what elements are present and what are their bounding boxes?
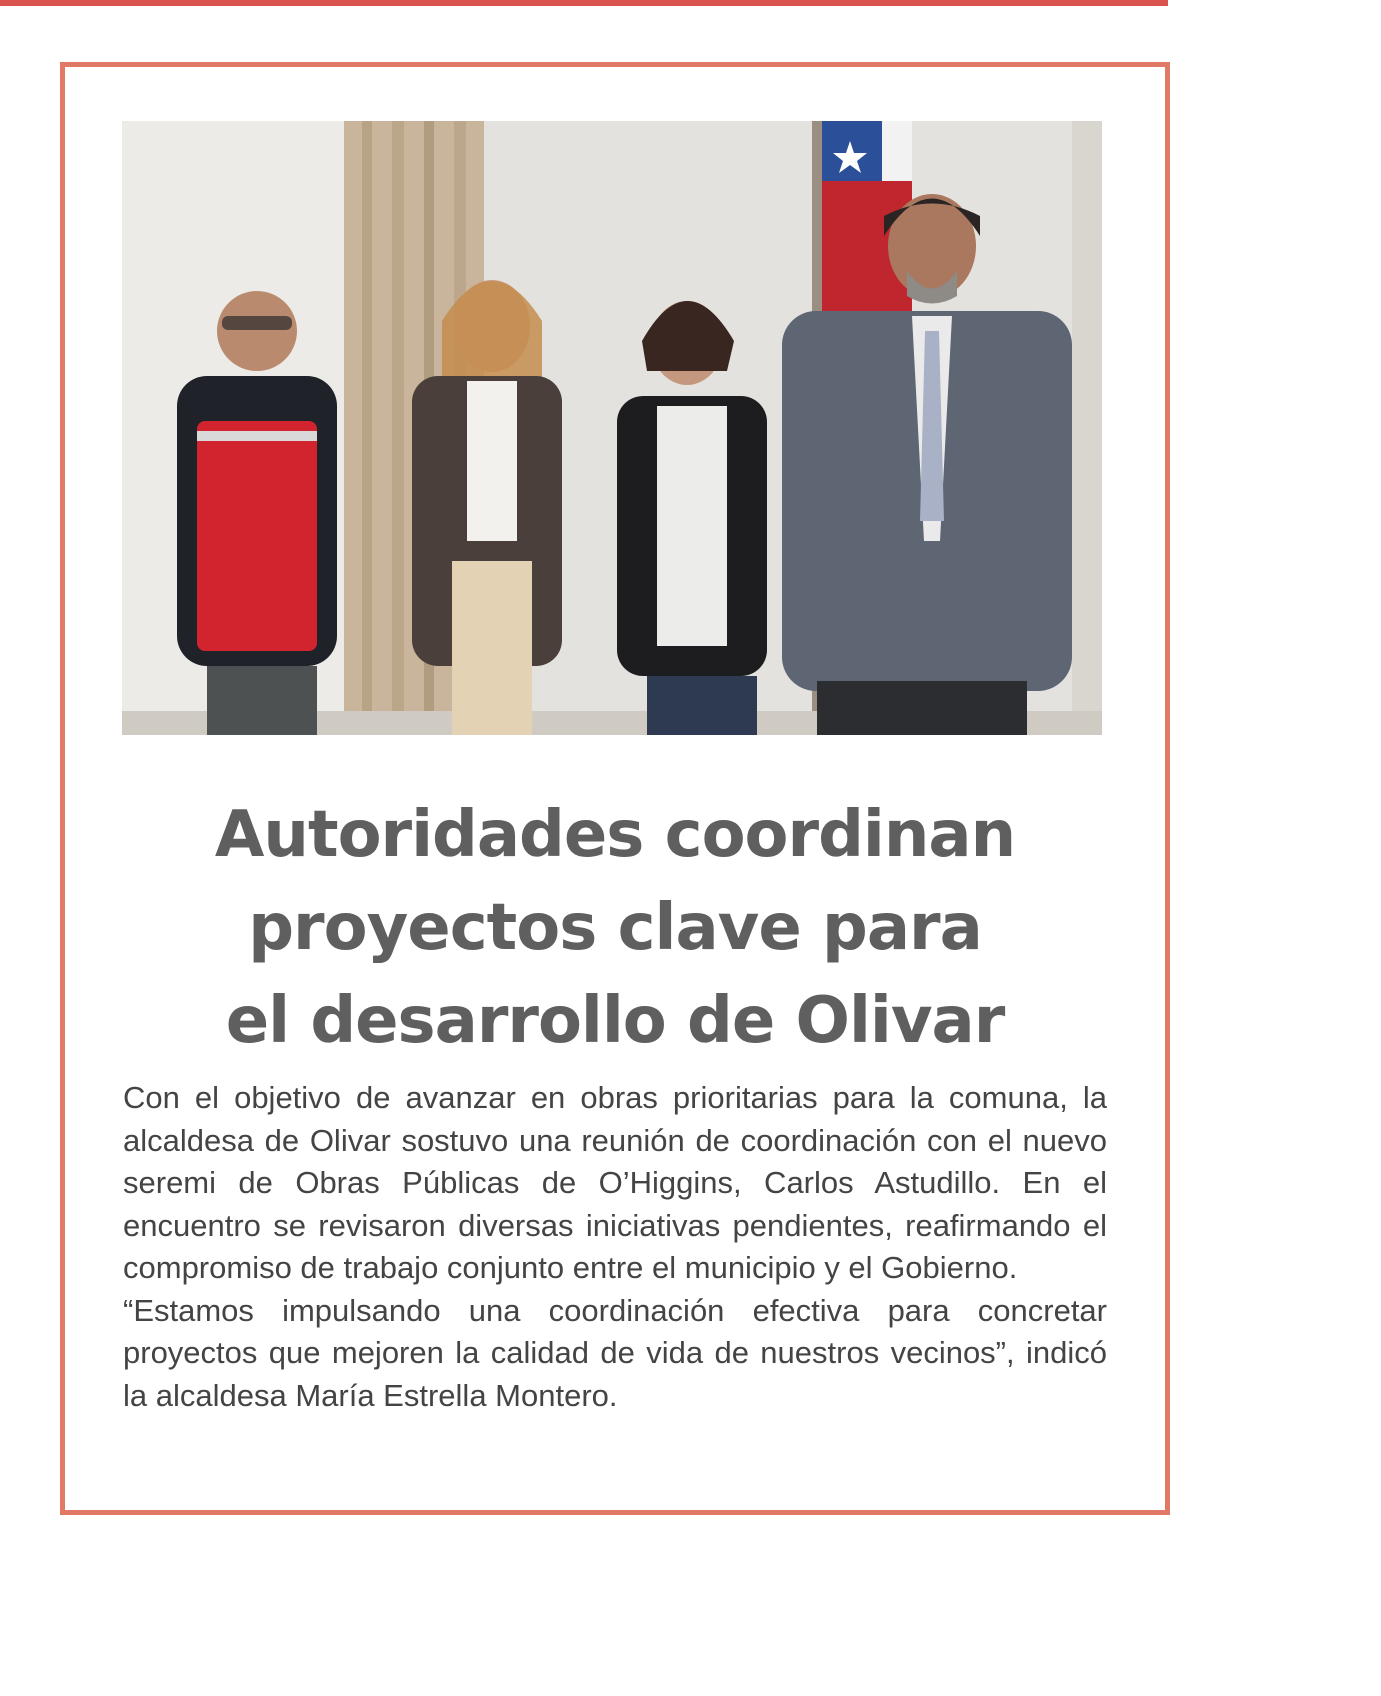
headline bbox=[85, 789, 1145, 1068]
body-paragraph: “Estamos impulsando una coordinación efectiva para concretar proyectos que mejoren la calidad de vida de nuestros vecinos”, indicó la alcaldesa María Estrella Montero. bbox=[123, 1292, 1107, 1413]
headline-line: el desarrollo de Olivar bbox=[225, 984, 1005, 1058]
headline-line: proyectos clave para bbox=[248, 891, 982, 965]
article-frame bbox=[60, 62, 1170, 1515]
article-photo bbox=[122, 121, 1102, 735]
headline-line: Autoridades coordinan bbox=[214, 798, 1016, 872]
article-body bbox=[123, 1077, 1107, 1417]
top-rule bbox=[0, 0, 1168, 6]
body-paragraph: Con el objetivo de avanzar en obras prioritarias para la comuna, la alcaldesa de Olivar sostuvo una reunión de coordinación con el nuevo seremi de Obras Públicas de O’Higgins, Carlos Astudillo. En el encuentro se revisaron diversas iniciativas pendientes, reafirmando el compromiso de trabajo conjunto entre el municipio y el Gobierno. bbox=[123, 1080, 1107, 1285]
article-photo-illustration bbox=[122, 121, 1102, 735]
